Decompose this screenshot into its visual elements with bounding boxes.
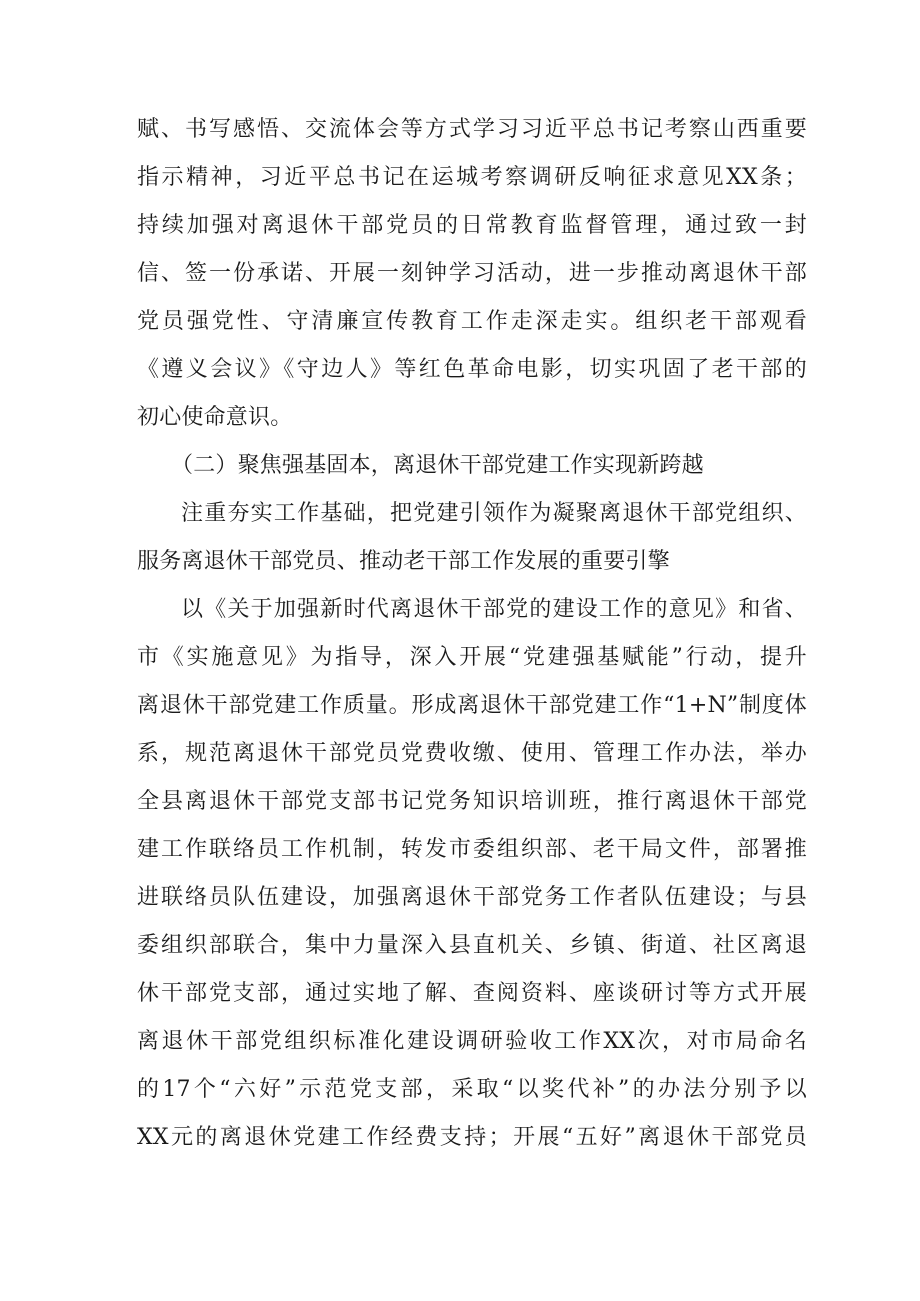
text-line: 的17个“六好”示范党支部，采取“以奖代补”的办法分别予以 <box>137 1077 807 1102</box>
text-line: 休干部党支部，通过实地了解、查阅资料、座谈研讨等方式开展 <box>137 981 807 1006</box>
text-line: 初心使命意识。 <box>137 405 293 430</box>
text-line: 信、签一份承诺、开展一刻钟学习活动，进一步推动离退休干部 <box>137 261 807 286</box>
section-heading: （二）聚焦强基固本，离退休干部党建工作实现新跨越 <box>171 453 704 478</box>
text-line: XX元的离退休党建工作经费支持；开展“五好”离退休干部党员 <box>137 1125 807 1150</box>
text-line: 注重夯实工作基础，把党建引领作为凝聚离退休干部党组织、 <box>181 501 807 526</box>
text-line: 进联络员队伍建设，加强离退休干部党务工作者队伍建设；与县 <box>137 885 807 910</box>
text-line: 离退休干部党建工作质量。形成离退休干部党建工作“1+N”制度体 <box>137 693 807 718</box>
text-line: 系，规范离退休干部党员党费收缴、使用、管理工作办法，举办 <box>137 741 807 766</box>
text-line: 全县离退休干部党支部书记党务知识培训班，推行离退休干部党 <box>137 789 807 814</box>
text-line: 市《实施意见》为指导，深入开展“党建强基赋能”行动，提升 <box>137 645 807 670</box>
text-line: 委组织部联合，集中力量深入县直机关、乡镇、街道、社区离退 <box>137 933 807 958</box>
text-line: 党员强党性、守清廉宣传教育工作走深走实。组织老干部观看 <box>137 309 807 334</box>
text-line: 《遵义会议》《守边人》等红色革命电影，切实巩固了老干部的 <box>137 357 807 382</box>
text-line: 建工作联络员工作机制，转发市委组织部、老干局文件，部署推 <box>137 837 807 862</box>
text-line: 服务离退休干部党员、推动老干部工作发展的重要引擎 <box>137 549 670 574</box>
paragraph-2 <box>137 490 807 586</box>
paragraph-1 <box>137 106 807 442</box>
text-line: 离退休干部党组织标准化建设调研验收工作XX次，对市局命名 <box>137 1029 807 1054</box>
text-line: 以《关于加强新时代离退休干部党的建设工作的意见》和省、 <box>181 597 807 622</box>
text-line: 持续加强对离退休干部党员的日常教育监督管理，通过致一封 <box>137 213 807 238</box>
paragraph-3 <box>137 586 807 1162</box>
text-line: 指示精神，习近平总书记在运城考察调研反响征求意见XX条； <box>137 165 807 190</box>
text-line: 赋、书写感悟、交流体会等方式学习习近平总书记考察山西重要 <box>137 117 807 142</box>
document-body <box>137 106 807 1162</box>
